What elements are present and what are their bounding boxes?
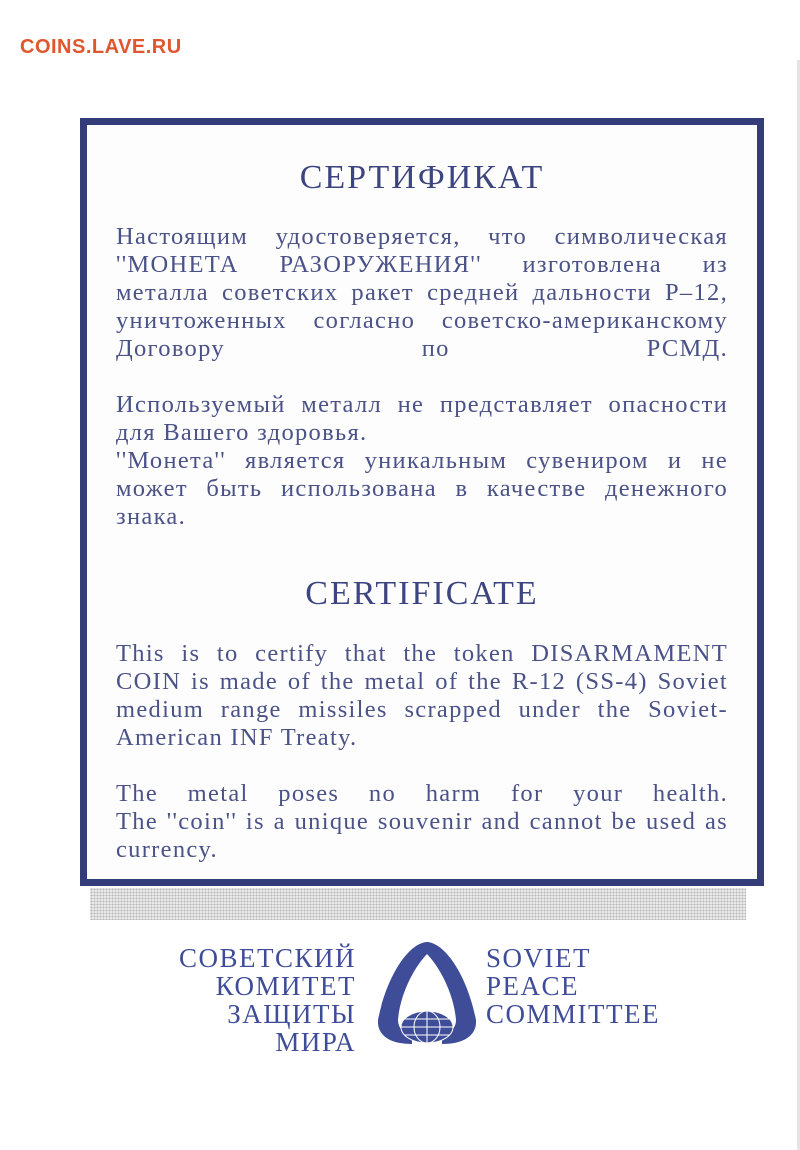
organization-ru-line-4: МИРА bbox=[275, 1027, 356, 1057]
organization-ru-line-1: СОВЕТСКИЙ bbox=[178, 943, 356, 973]
certificate-paragraph-en-1: This is to certify that the token DISARMAMENT COIN is made of the metal of the R-12 (SS-4) Soviet medium range missiles scrapped under the Soviet-American INF Treaty. bbox=[116, 640, 728, 751]
organization-en-line-3: COMMITTEE bbox=[486, 999, 660, 1029]
dove-globe-emblem-icon bbox=[368, 940, 486, 1052]
certificate-title-ru: СЕРТИФИКАТ bbox=[299, 159, 545, 196]
printed-stipple-band bbox=[90, 888, 746, 920]
certificate-paragraph-en-3: The ''coin'' is a unique souvenir and cannot be used as currency. bbox=[116, 808, 728, 863]
certificate-paragraph-ru-3: ''Монета'' является уникальным сувениром и не может быть использована в качестве денежного знака. bbox=[116, 447, 728, 530]
site-watermark: COINS.LAVE.RU bbox=[20, 36, 182, 58]
certificate-title-en: CERTIFICATE bbox=[305, 575, 539, 612]
organization-ru-line-2: КОМИТЕТ bbox=[215, 971, 356, 1001]
organization-ru-line-3: ЗАЩИТЫ bbox=[227, 999, 356, 1029]
organization-name-ru bbox=[179, 944, 356, 1056]
organization-en-line-2: PEACE bbox=[486, 971, 580, 1001]
certificate-frame bbox=[80, 118, 764, 886]
organization-en-line-1: SOVIET bbox=[486, 943, 591, 973]
certificate-paragraph-en-2: The metal poses no harm for your health. bbox=[116, 780, 728, 807]
certificate-paragraph-ru-2: Используемый металл не представляет опасности для Вашего здоровья. bbox=[116, 391, 728, 446]
organization-name-en bbox=[486, 944, 660, 1028]
certificate-paragraph-ru-1: Настоящим удостоверяется, что символическая ''МОНЕТА РАЗОРУЖЕНИЯ'' изготовлена из металла советских ракет средней дальности Р–12, уничтоженных согласно советско-американскому Договору по РСМД. bbox=[116, 223, 728, 362]
